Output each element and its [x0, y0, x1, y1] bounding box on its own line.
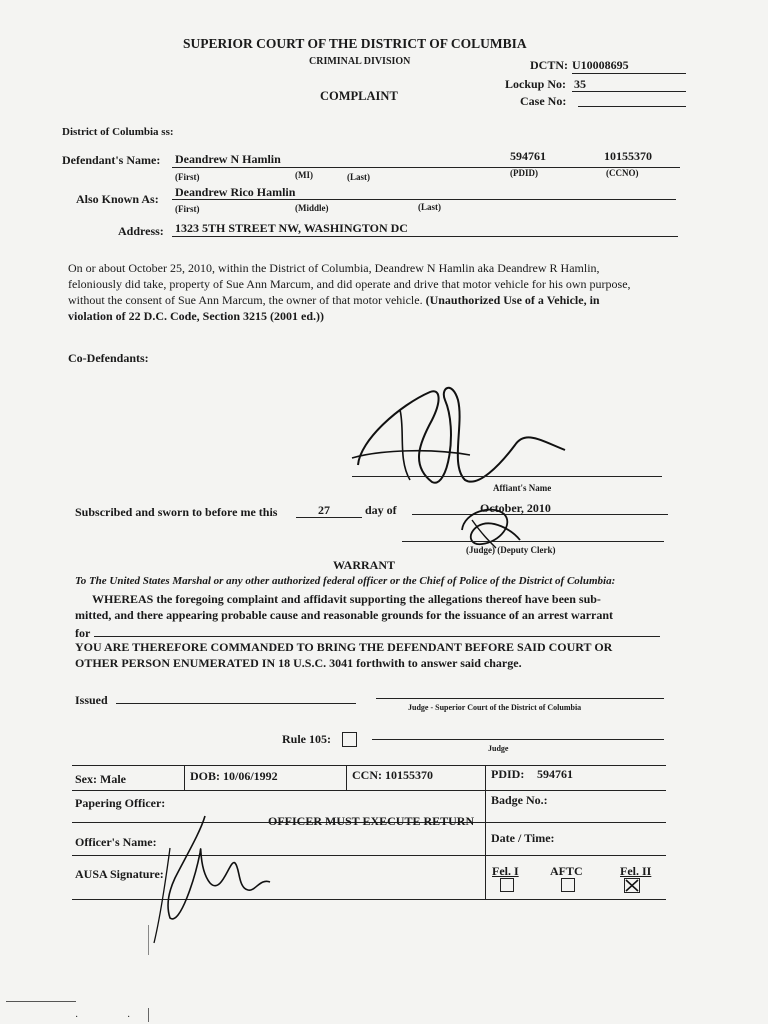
warrant-title: WARRANT [333, 558, 396, 572]
issued-label: Issued [75, 693, 108, 707]
papering-officer-label: Papering Officer: [75, 796, 166, 810]
aka-value: Deandrew Rico Hamlin [175, 185, 296, 199]
pdid-cell-value: 594761 [537, 767, 573, 781]
ccn-cell: CCN: 10155370 [352, 768, 433, 782]
whereas-line-1: WHEREAS the foregoing complaint and affidavit supporting the allegations thereof have been sub- [92, 592, 601, 606]
address-label: Address: [118, 224, 164, 238]
defendant-name-label: Defendant's Name: [62, 153, 161, 167]
address-value: 1323 5TH STREET NW, WASHINGTON DC [175, 221, 408, 235]
codefendants-label: Co-Defendants: [68, 351, 149, 365]
lockup-value: 35 [574, 77, 586, 91]
dob-cell: DOB: 10/06/1992 [190, 769, 278, 783]
sex-cell: Sex: Male [75, 772, 126, 786]
ccno-sub-label: (CCNO) [606, 168, 639, 178]
dctn-value: U10008695 [572, 58, 629, 72]
scan-dot-2: · [127, 1012, 131, 1023]
sub-last: (Last) [347, 172, 370, 182]
aftc-checkbox[interactable] [561, 878, 575, 892]
fel-2-checkbox[interactable] [624, 878, 640, 893]
sub-first: (First) [175, 172, 200, 182]
whereas-line-2: mitted, and there appearing probable cause and reasonable grounds for the issuance of an arrest warrant [75, 608, 614, 622]
date-time-label: Date / Time: [491, 831, 555, 845]
statement-statute: violation of 22 D.C. Code, Section 3215 (2001 ed.)) [68, 309, 324, 323]
officer-execute-label: OFFICER MUST EXECUTE RETURN [268, 814, 475, 828]
ccno-value: 10155370 [604, 149, 652, 163]
statement-line-2: feloniously did take, property of Sue Ann Marcum, and did operate and drive that motor vehicle for his own purpose, [68, 277, 631, 291]
fel-1-label: Fel. I [492, 864, 519, 878]
pdid-sub-label: (PDID) [510, 168, 538, 178]
statement-line-3: without the consent of Sue Ann Marcum, the owner of that motor vehicle. [68, 293, 423, 307]
pdid-cell-label: PDID: [491, 767, 525, 781]
statement-offense: (Unauthorized Use of a Vehicle, in [425, 293, 600, 307]
badge-label: Badge No.: [491, 793, 548, 807]
ausa-signature-label: AUSA Signature: [75, 867, 164, 881]
affiant-signature [340, 370, 580, 500]
clerk-label: (Judge) (Deputy Clerk) [466, 545, 556, 555]
sworn-text: Subscribed and sworn to before me this [75, 505, 278, 519]
court-title: SUPERIOR COURT OF THE DISTRICT OF COLUMBIA [183, 36, 527, 51]
sworn-month: October, 2010 [480, 501, 551, 515]
aka-sub-middle: (Middle) [295, 203, 329, 213]
judge-label: Judge [488, 744, 509, 753]
checkmark-icon [625, 879, 639, 892]
day-of-label: day of [365, 503, 397, 517]
pdid-value: 594761 [510, 149, 546, 163]
affiant-name-label: Affiant's Name [493, 483, 552, 493]
division-label: CRIMINAL DIVISION [309, 56, 411, 67]
statement-line-1: On or about October 25, 2010, within the District of Columbia, Deandrew N Hamlin aka Deandrew R Hamlin, [68, 261, 600, 275]
judge-superior-label: Judge - Superior Court of the District of Columbia [408, 703, 582, 712]
command-line-1: YOU ARE THEREFORE COMMANDED TO BRING THE DEFENDANT BEFORE SAID COURT OR [75, 640, 613, 654]
aka-label: Also Known As: [76, 192, 159, 206]
dctn-label: DCTN: [530, 58, 568, 72]
sworn-day: 27 [318, 503, 330, 517]
for-label: for [75, 626, 91, 640]
document-type: COMPLAINT [320, 89, 398, 103]
warrant-to-line: To The United States Marshal or any other authorized federal officer or the Chief of Police of the District of Columbia: [75, 575, 616, 587]
sub-mi: (MI) [295, 170, 313, 180]
scan-dot-1: · [75, 1012, 79, 1023]
jurisdiction-label: District of Columbia ss: [62, 126, 174, 138]
officer-signature [140, 808, 300, 948]
aftc-label: AFTC [550, 864, 583, 878]
aka-sub-first: (First) [175, 204, 200, 214]
defendant-name-value: Deandrew N Hamlin [175, 152, 281, 166]
case-no-label: Case No: [520, 94, 567, 108]
command-line-2: OTHER PERSON ENUMERATED IN 18 U.S.C. 3041 forthwith to answer said charge. [75, 656, 522, 670]
fel-1-checkbox[interactable] [500, 878, 514, 892]
rule-105-checkbox[interactable] [342, 732, 357, 747]
fel-2-label: Fel. II [620, 864, 652, 878]
lockup-label: Lockup No: [505, 77, 567, 91]
aka-sub-last: (Last) [418, 202, 441, 212]
officer-name-label: Officer's Name: [75, 835, 157, 849]
rule-105-label: Rule 105: [282, 732, 331, 746]
